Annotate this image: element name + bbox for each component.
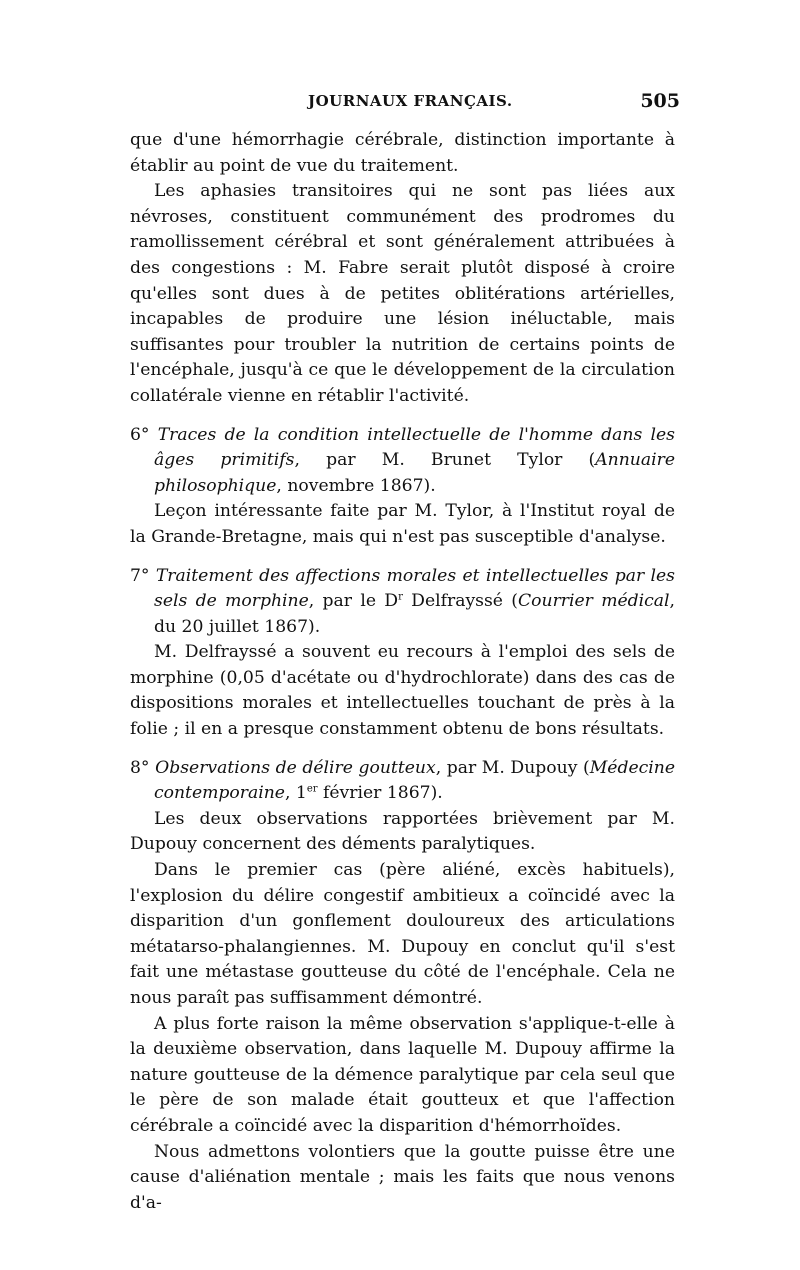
entry-author: , par M. Brunet Tylor ( bbox=[294, 450, 596, 471]
page-number: 505 bbox=[640, 90, 680, 112]
entry-date: , 1 bbox=[284, 783, 307, 804]
running-title: JOURNAUX FRANÇAIS. bbox=[308, 92, 513, 110]
paragraph: Dans le premier cas (père aliéné, excès habituels), l'explosion du délire congestif ambitieux a coïncidé avec la disparition d'un gonflement douloureux des articulations métatarso-phalangiennes. M. Dupouy en conclut qu'il s'est fait une métastase goutteuse du côté de l'encéphale. Cela ne nous paraît pas suffisamment démontré. bbox=[130, 860, 675, 1008]
entry-date: , du 20 juillet 1867). bbox=[154, 591, 675, 637]
superscript: er bbox=[306, 783, 318, 795]
entry-number: 6° bbox=[130, 424, 150, 445]
bibliographic-entry bbox=[130, 564, 675, 641]
paragraph: A plus forte raison la même observation s'applique-t-elle à la deuxième observation, dans laquelle M. Dupouy affirme la nature goutteuse de la démence paralytique par cela seul que le père de son malade était goutteux et que l'affection cérébrale a coïncidé avec la disparition d'hémorrhoïdes. bbox=[130, 1013, 675, 1136]
paragraph: Leçon intéressante faite par M. Tylor, à l'Institut royal de la Grande-Bretagne, mais qui n'est pas susceptible d'analyse. bbox=[130, 501, 675, 547]
entry-title: Observations de délire goutteux bbox=[155, 757, 436, 778]
paragraph: Les deux observations rapportées brièvement par M. Dupouy concernent des déments paralytiques. bbox=[130, 808, 675, 855]
entry-title: Traces de la condition intellectuelle de l'homme dans les âges primitifs bbox=[154, 424, 675, 471]
entry-source: Annuaire philosophique bbox=[154, 450, 676, 496]
paragraph: M. Delfrayssé a souvent eu recours à l'emploi des sels de morphine (0,05 d'acétate ou d'hydrochlorate) dans des cas de dispositions morales et intellectuelles touchant de près à la folie ; il en a presque constamment obtenu de bons résultats. bbox=[130, 642, 675, 740]
body-text bbox=[130, 128, 675, 1216]
entry-date-rest: février 1867). bbox=[317, 783, 443, 804]
entry-author: , par le D bbox=[308, 591, 399, 612]
paragraph: Les aphasies transitoires qui ne sont pas liées aux névroses, constituent communément des prodromes du ramollissement cérébral et sont généralement attribuées à des congestions : M. Fabre serait plutôt disposé à croire qu'elles sont dues à de petites oblitérations artérielles, incapables de produire une lésion inéluctable, mais suffisantes pour troubler la nutrition de certains points de l'encéphale, jusqu'à ce que le développement de la circulation collatérale vienne en rétablir l'activité. bbox=[130, 181, 675, 406]
entry-source: Courrier médical bbox=[518, 591, 670, 612]
entry-author: , par M. Dupouy ( bbox=[435, 757, 590, 778]
page-header bbox=[0, 90, 800, 120]
paragraph: que d'une hémorrhagie cérébrale, distinction importante à établir au point de vue du traitement. bbox=[130, 130, 675, 176]
entry-number: 7° bbox=[130, 565, 150, 586]
superscript: r bbox=[398, 591, 403, 603]
entry-author-name: Delfrayssé ( bbox=[402, 591, 518, 612]
paragraph: Nous admettons volontiers que la goutte puisse être une cause d'aliénation mentale ; mais les faits que nous venons d'a- bbox=[130, 1141, 675, 1213]
entry-title: Traitement des affections morales et intellectuelles par les sels de morphine bbox=[154, 565, 675, 612]
bibliographic-entry bbox=[130, 423, 675, 500]
bibliographic-entry bbox=[130, 756, 675, 807]
entry-source: Médecine contemporaine bbox=[154, 757, 676, 804]
entry-date: , novembre 1867). bbox=[276, 475, 436, 496]
entry-number: 8° bbox=[130, 757, 150, 778]
